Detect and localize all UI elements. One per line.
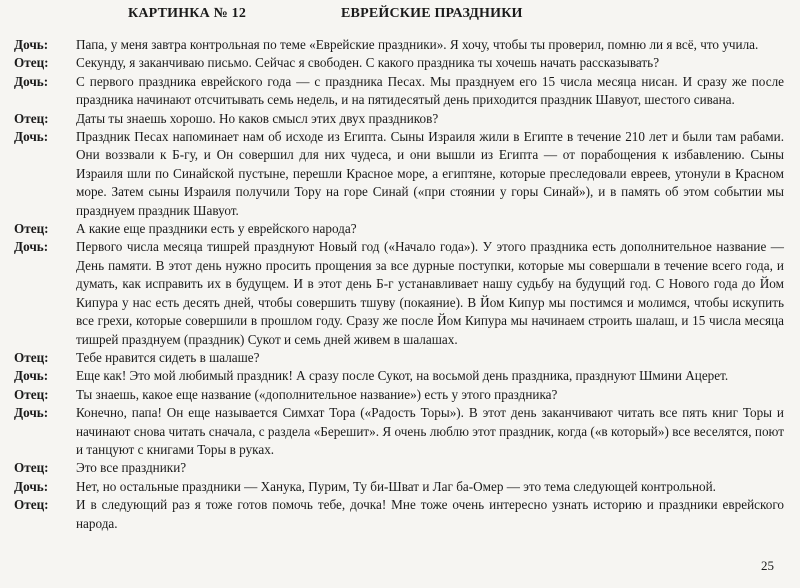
dialogue-text: Секунду, я заканчиваю письмо. Сейчас я свободен. С какого праздника ты хочешь начать рассказывать? bbox=[76, 55, 660, 71]
speaker-label: Дочь: bbox=[14, 239, 49, 255]
dialogue-line bbox=[14, 349, 784, 367]
speaker-label: Отец: bbox=[14, 55, 49, 71]
speaker-label: Отец: bbox=[14, 110, 49, 126]
dialogue-text: Еще как! Это мой любимый праздник! А сразу после Сукот, на восьмой день праздника, празднуют Шмини Ацерет. bbox=[76, 368, 729, 384]
dialogue-text: Конечно, папа! Он еще называется Симхат Тора («Радость Торы»). В этот день заканчивают читать все пять книг Торы и начинают снова читать сначала, с раздела «Берешит». Я очень люблю этот праздник, когда («в который») все веселятся, поют и танцуют с книгами Торы в руках. bbox=[76, 405, 784, 457]
dialogue-line bbox=[14, 128, 784, 220]
page-title: ЕВРЕЙСКИЕ ПРАЗДНИКИ bbox=[341, 6, 523, 21]
dialogue-line bbox=[14, 478, 784, 496]
dialogue-text: Праздник Песах напоминает нам об исходе из Египта. Сыны Израиля жили в Египте в течение 210 лет и были там рабами. Они воззвали к Б-гу, и Он совершил для них чудеса, и они вышли из Египта — от порабощения к избавлению. Сыны Израиля шли по Синайской пустыне, перешли Красное море, а египтяне, которые преследовали евреев, утонули в Красном море. Затем сыны Израиля получили Тору на горе Синай («при стоянии у горы Синай»), и в память об этом событии мы празднуем праздник Шавуот. bbox=[76, 129, 784, 218]
dialogue-text: Это все праздники? bbox=[76, 460, 187, 476]
dialogue-line bbox=[14, 404, 784, 459]
speaker-label: Отец: bbox=[14, 497, 49, 513]
picture-label: КАРТИНКА № 12 bbox=[128, 6, 247, 21]
speaker-label: Дочь: bbox=[14, 405, 49, 421]
speaker-label: Дочь: bbox=[14, 368, 49, 384]
dialogue bbox=[14, 36, 784, 533]
dialogue-line bbox=[14, 54, 784, 72]
dialogue-line bbox=[14, 386, 784, 404]
dialogue-text: Первого числа месяца тишрей празднуют Новый год («Начало года»). У этого праздника есть дополнительное название — День памяти. В этот день нужно просить прощения за все дурные поступки, которые мы совершали в течение всего года, и думать, как исправить их в будущем. И в этот день Б-г устанавливает нашу судьбу на будущий год. С Нового года до Йом Кипура у нас есть десять дней, чтобы совершить тшуву (покаяние). В Йом Кипур мы постимся и молимся, чтобы искупить все грехи, которые совершили в прошлом году. Сразу же после Йом Кипура мы начинаем строить шалаш, и 15 числа месяца тишрей празднуем (праздник) Сукот и семь дней живем в шалашах. bbox=[76, 239, 784, 347]
dialogue-text: Папа, у меня завтра контрольная по теме «Еврейские праздники». Я хочу, чтобы ты проверил, помню ли я всё, что учила. bbox=[76, 37, 759, 52]
dialogue-line bbox=[14, 367, 784, 385]
page-header bbox=[0, 6, 800, 24]
dialogue-text: И в следующий раз я тоже готов помочь тебе, дочка! Мне тоже очень интересно узнать историю и праздники еврейского народа. bbox=[76, 497, 784, 531]
dialogue-line bbox=[14, 459, 784, 477]
dialogue-line bbox=[14, 73, 784, 110]
dialogue-text: Даты ты знаешь хорошо. Но каков смысл этих двух праздников? bbox=[76, 110, 439, 126]
speaker-label: Дочь: bbox=[14, 73, 49, 89]
dialogue-line bbox=[14, 36, 784, 54]
dialogue-text: Нет, но остальные праздники — Ханука, Пурим, Ту би-Шват и Лаг ба-Омер — это тема следующей контрольной. bbox=[76, 478, 716, 494]
speaker-label: Отец: bbox=[14, 386, 49, 402]
dialogue-line bbox=[14, 220, 784, 238]
speaker-label: Отец: bbox=[14, 460, 49, 476]
dialogue-line bbox=[14, 496, 784, 533]
speaker-label: Дочь: bbox=[14, 478, 49, 494]
page-number: 25 bbox=[761, 558, 774, 573]
dialogue-text: С первого праздника еврейского года — с праздника Песах. Мы празднуем его 15 числа месяца нисан. И сразу же после праздника начинают отсчитывать семь недель, и на пятидесятый день приходится праздник Шавуот, шестого сивана. bbox=[76, 73, 784, 108]
dialogue-text: Тебе нравится сидеть в шалаше? bbox=[76, 349, 260, 365]
dialogue-line bbox=[14, 110, 784, 128]
speaker-label: Дочь: bbox=[14, 129, 49, 145]
dialogue-line bbox=[14, 238, 784, 348]
speaker-label: Отец: bbox=[14, 349, 49, 365]
speaker-label: Дочь: bbox=[14, 37, 49, 52]
speaker-label: Отец: bbox=[14, 221, 49, 237]
dialogue-text: А какие еще праздники есть у еврейского народа? bbox=[76, 221, 357, 237]
dialogue-text: Ты знаешь, какое еще название («дополнительное название») есть у этого праздника? bbox=[76, 386, 558, 402]
